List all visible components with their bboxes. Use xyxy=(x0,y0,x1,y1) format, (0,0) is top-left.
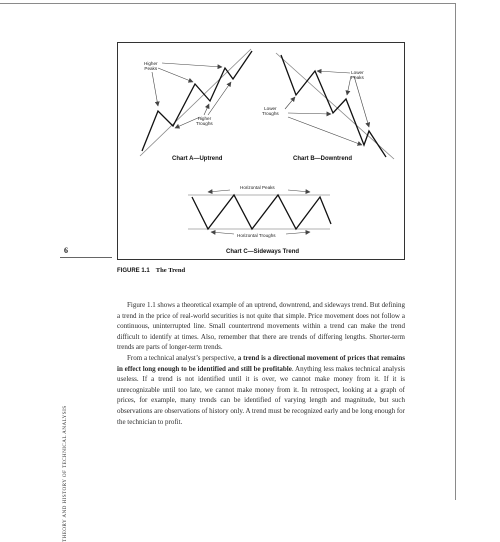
paragraph-2 xyxy=(117,353,405,427)
side-rule xyxy=(60,257,112,258)
chart-b-caption: Chart B—Downtrend xyxy=(293,156,352,162)
running-header-text: THEORY AND HISTORY OF TECHNICAL ANALYSIS xyxy=(62,405,68,542)
chart-b-lower-troughs-label: Lower Troughs xyxy=(262,106,279,116)
arrow-b-trough-2 xyxy=(288,113,331,114)
figure-trend-diagrams xyxy=(117,42,405,260)
chart-c-horizontal-peaks-label: Horizontal Peaks xyxy=(240,185,275,190)
chart-b-downtrend xyxy=(276,53,394,159)
chart-a-higher-troughs-label: Higher Troughs xyxy=(196,116,213,126)
arrow-c-trough-left xyxy=(211,232,234,234)
arrow-a-trough-2 xyxy=(204,104,209,115)
arrow-b-peak-1 xyxy=(317,71,350,73)
paragraph-2-start: From a technical analyst’s perspective, xyxy=(127,353,238,362)
page-edge xyxy=(455,3,456,500)
page-number: 6 xyxy=(64,246,68,255)
arrow-b-peak-3 xyxy=(354,76,369,127)
arrow-b-trough-1 xyxy=(285,97,295,109)
chart-c-caption: Chart C—Sideways Trend xyxy=(226,249,300,255)
figure-caption xyxy=(117,267,185,274)
arrow-c-peak-right xyxy=(288,190,310,192)
chart-a-caption: Chart A—Uptrend xyxy=(172,156,223,162)
chart-c-horizontal-troughs-label: Horizontal Troughs xyxy=(237,233,276,238)
chart-a-higher-peaks-label: Higher Peaks xyxy=(144,61,158,71)
arrow-a-peak-1 xyxy=(152,72,158,106)
running-header xyxy=(62,262,70,542)
chart-b-price-path xyxy=(281,55,386,157)
paragraph-1: Figure 1.1 shows a theoretical example of an uptrend, downtrend, and sideways trend. But defining a trend in the price of real-world securities is not quite that simple. Price movement does not follow a continuous, uninterrupted line. Small countertrend movements within a trend can make the trend difficult to identify at times. Also, remember that there are trends of differing lengths. Shorter-term trends are parts of longer-term trends. xyxy=(117,301,405,352)
chart-b-lower-peaks-label: Lower Peaks xyxy=(351,70,364,80)
figure-title: The Trend xyxy=(155,267,186,274)
arrow-a-peak-3 xyxy=(162,63,222,67)
paragraph-2-end: . Anything less makes technical analysis useless. If a trend is not identified until it is over, we cannot make money from it. If it is unrecognizable until too late, we cannot make money from it. In retrospect, looking at a graph of prices, for example, many trends can be identified of varying length and magnitude, but such observations are observations of history only. A trend must be recognized early and be long enough for the technician to profit. xyxy=(117,364,405,426)
chart-c-price-path xyxy=(192,195,331,229)
arrow-c-trough-right xyxy=(286,232,310,234)
top-rule xyxy=(0,3,455,4)
trend-definition: a trend is a directional movement of prices that remains in effect long enough to be identified and still be profitable xyxy=(117,353,405,373)
arrow-c-peak-left xyxy=(208,190,230,192)
body-text xyxy=(117,300,405,427)
chart-c-sideways xyxy=(188,190,331,234)
arrow-b-trough-3 xyxy=(288,117,362,145)
arrow-a-peak-2 xyxy=(158,68,193,82)
figure-number: FIGURE 1.1 xyxy=(117,268,150,274)
